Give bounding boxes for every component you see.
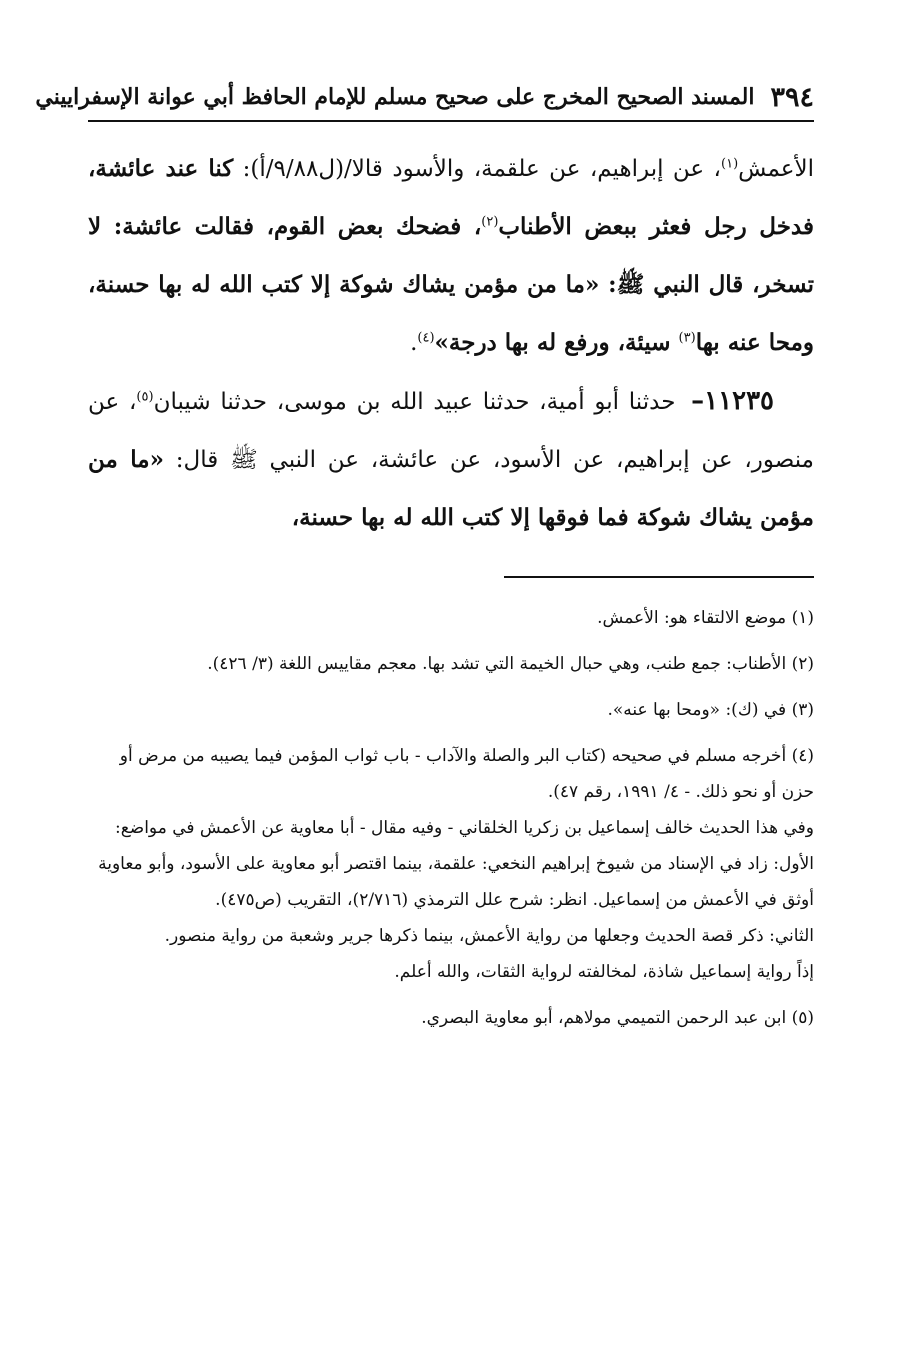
footnote-ref-4: (٤) — [417, 330, 435, 346]
footnote-ref-2: (٢) — [481, 214, 499, 230]
paragraph-1: الأعمش$^{(١)}$، عن إبراهيم، عن علقمة، والأسود قالا/(ل٩/٨٨/أ): كنا عند عائشة، فدخل رجل فعثر ببعض الأطناب$^{(٢)}$، فضحك بعض القوم، فقالت عائشة: لا تسخر، قال النبي ﷺ: «ما من مؤمن يشاك شوكة إلا كتب الله له بها حسنة، ومحا عنه بها$^{(٣)}$ سيئة، ورفع له بها درجة»$^{(٤)}$. — [88, 155, 814, 356]
page-number: ٣٩٤ — [770, 81, 814, 113]
footnote-4-para-4: الثاني: ذكر قصة الحديث وجعلها من رواية الأعمش، بينما ذكرها جرير وشعبة من رواية منصور. — [164, 926, 814, 946]
footnote-2: (٢) الأطناب: جمع طنب، وهي حبال الخيمة التي تشد بها. معجم مقاييس اللغة (٣/ ٤٢٦). — [207, 654, 814, 674]
hadith-number: ١١٢٣٥– — [691, 386, 774, 416]
footnote-ref-3: (٣) — [678, 330, 696, 346]
footnote-separator — [504, 576, 814, 578]
footnote-3: (٣) في (ك): «ومحا بها عنه». — [607, 700, 814, 720]
running-title: المسند الصحيح المخرج على صحيح مسلم للإمام الحافظ أبي عوانة الإسفراييني — [35, 84, 755, 110]
footnotes — [88, 600, 814, 1046]
footnote-4-para-5: إذاً رواية إسماعيل شاذة، لمخالفته لرواية الثقات، والله أعلم. — [394, 962, 814, 982]
footnote-4-para-3: الأول: زاد في الإسناد من شيوخ إبراهيم النخعي: علقمة، بينما اقتصر أبو معاوية على الأسود، وأبو معاوية أوثق في الأعمش من إسماعيل. انظر: شرح علل الترمذي (٢/٧١٦)، التقريب (ص٤٧٥). — [98, 854, 814, 910]
paragraph-2: ١١٢٣٥– حدثنا أبو أمية، حدثنا عبيد الله بن موسى، حدثنا شيبان$^{(٥)}$، عن منصور، عن إبراهيم، عن الأسود، عن عائشة، عن النبي ﷺ قال: «ما من مؤمن يشاك شوكة فما فوقها إلا كتب الله له بها حسنة، — [88, 386, 814, 531]
footnote-4-para-2: وفي هذا الحديث خالف إسماعيل بن زكريا الخلقاني - وفيه مقال - أبا معاوية عن الأعمش في مواضع: — [115, 818, 814, 838]
footnote-ref-5: (٥) — [136, 389, 154, 405]
main-text — [88, 140, 814, 547]
footnote-1: (١) موضع الالتقاء هو: الأعمش. — [597, 608, 814, 628]
footnote-ref-1: (١) — [721, 156, 739, 172]
footnote-4: (٤) أخرجه مسلم في صحيحه (كتاب البر والصلة والآداب - باب ثواب المؤمن فيما يصيبه من مرض أو حزن أو نحو ذلك. - ٤/ ١٩٩١، رقم ٤٧). — [119, 746, 814, 802]
page-header — [35, 74, 814, 122]
footnote-5: (٥) ابن عبد الرحمن التميمي مولاهم، أبو معاوية البصري. — [421, 1008, 814, 1028]
